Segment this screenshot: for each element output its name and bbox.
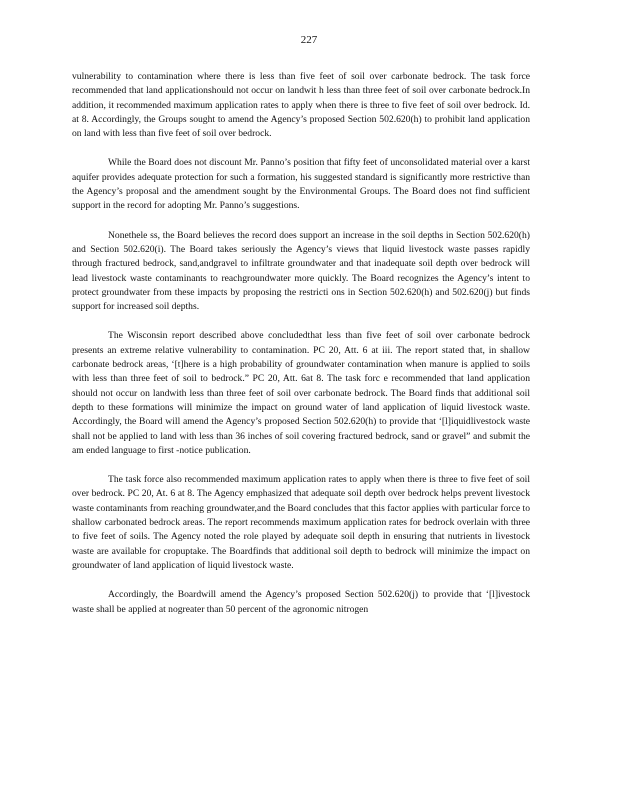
document-body (72, 70, 530, 632)
paragraph-6: Accordingly, the Boardwill amend the Agency’s proposed Section 502.620(j) to provide that ‘[l]ivestock waste shall be applied at nogreater than 50 percent of the agronomic nitrogen (72, 589, 530, 615)
paragraph-2: While the Board does not discount Mr. Panno’s position that fifty feet of unconsolidated material over a karst aquifer provides adequate protection for such a formation, his suggested standard is significantly more restrictive than the Agency’s proposal and the amendment sought by the Environmental Groups. The Board does not find sufficient support in the record for adopting Mr. Panno’s suggestions. (72, 157, 530, 212)
paragraph-5: The task force also recommended maximum application rates to apply when there is three to five feet of soil over bedrock. PC 20, At. 6 at 8. The Agency emphasized that adequate soil depth over bedrock helps prevent livestock waste contaminants from reaching groundwater,and the Board concludes that this factor applies with particular force to shallow carbonated bedrock areas. The report recommends maximum application rates for bedrock overlain with three to five feet of soils. The Agency noted the role played by adequate soil depth in ensuring that nutrients in livestock waste are available for cropuptake. The Boardfinds that additional soil depth to bedrock will minimize the impact on groundwater of land application of liquid livestock waste. (72, 474, 530, 571)
paragraph-4: The Wisconsin report described above concludedthat less than five feet of soil over carbonate bedrock presents an extreme relative vulnerability to contamination. PC 20, Att. 6 at iii. The report stated that, in shallow carbonate bedrock areas, ‘[t]here is a high probability of groundwater contamination when manure is applied to soils with less than three feet of soil to bedrock.” PC 20, Att. 6at 8. The task forc e recommended that land application should not occur on landwith less than three feet of soil over carbonate bedrock. The Board finds that additional soil depth to these formations will minimize the impact on ground water of land application of liquid livestock waste. Accordingly, the Board will amend the Agency’s proposed Section 502.620(h) to provide that ‘[l]iquidlivestock waste shall not be applied to land with less than 36 inches of soil covering fractured bedrock, sand or gravel” and submit the am ended language to first -notice publication. (72, 330, 530, 456)
page-number: 227 (300, 34, 318, 46)
paragraph-3: Nonethele ss, the Board believes the record does support an increase in the soil depths in Section 502.620(h) and Section 502.620(i). The Board takes seriously the Agency’s views that liquid livestock waste passes rapidly through fractured bedrock, sand,andgravel to infiltrate groundwater and that inadequate soil depth over bedrock will lead livestock waste contaminants to reachgroundwater more quickly. The Board recognizes the Agency’s intent to protect groundwater from these impacts by proposing the restricti ons in Section 502.620(h) and 502.620(j) but finds support for increased soil depths. (72, 229, 530, 313)
paragraph-1: vulnerability to contamination where there is less than five feet of soil over carbonate bedrock. The task force recommended that land applicationshould not occur on landwit h less than three feet of soil over carbonate bedrock.In addition, it recommended maximum application rates to apply when there is three to five feet of soil over bedrock. Id. at 8. Accordingly, the Groups sought to amend the Agency’s proposed Section 502.620(h) to prohibit land application on land with less than five feet of soil over bedrock. (72, 71, 530, 140)
